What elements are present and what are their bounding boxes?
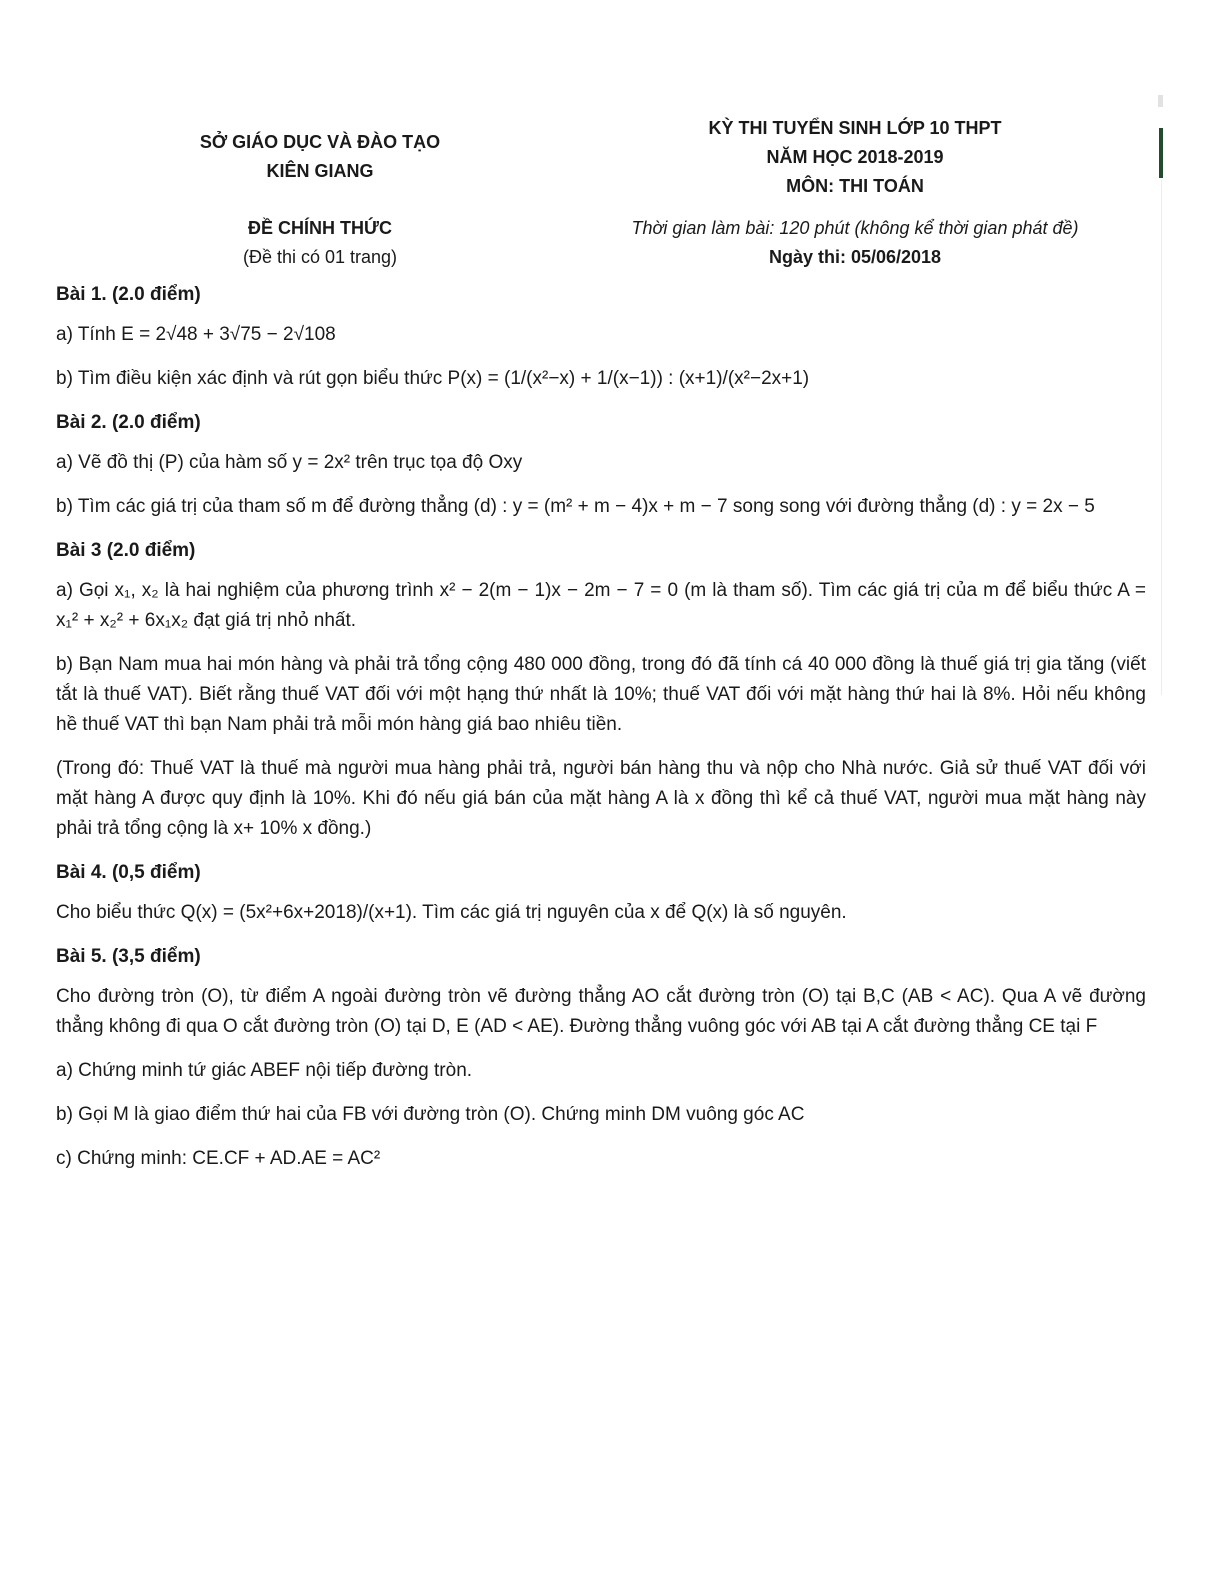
problem-2-title: Bài 2. (2.0 điểm): [56, 412, 201, 433]
scrollbar-track[interactable]: [1161, 180, 1162, 695]
problem-3b: b) Bạn Nam mua hai món hàng và phải trả tổng cộng 480 000 đồng, trong đó đã tính cá 40 000 đồng là thuế giá trị gia tăng (viết tắt là thuế VAT). Biết rằng thuế VAT đối với một hạng thứ nhất là 10%; thuế VAT đối với mặt hàng thứ hai là 8%. Hỏi nếu không hề thuế VAT thì bạn Nam phải trả mỗi món hàng giá bao nhiêu tiền.: [56, 654, 1146, 735]
time-limit: Thời gian làm bài: 120 phút (không kể thời gian phát đề): [631, 218, 1079, 238]
department-name: SỞ GIÁO DỤC VÀ ĐÀO TẠO: [199, 132, 441, 152]
problem-5a: a) Chứng minh tứ giác ABEF nội tiếp đường tròn.: [56, 1060, 473, 1081]
school-year: NĂM HỌC 2018-2019: [766, 147, 944, 167]
problem-1a: a) Tính E = 2√48 + 3√75 − 2√108: [56, 324, 336, 345]
scroll-marker: [1158, 95, 1163, 107]
problem-2b: b) Tìm các giá trị của tham số m để đường thẳng (d) : y = (m² + m − 4)x + m − 7 song song với đường thẳng (d) : y = 2x − 5: [56, 496, 1095, 517]
problem-1-title: Bài 1. (2.0 điểm): [56, 284, 201, 305]
exam-content: [56, 280, 1146, 1188]
problem-3-note: (Trong đó: Thuế VAT là thuế mà người mua hàng phải trả, người bán hàng thu và nộp cho Nhà nước. Giả sử thuế VAT đối với mặt hàng A được quy định là 10%. Khi đó nếu giá bán của mặt hàng A là x đồng thì kể cả thuế VAT, người mua mặt hàng này phải trả tổng cộng là x+ 10% x đồng.): [56, 758, 1146, 839]
problem-1b: b) Tìm điều kiện xác định và rút gọn biểu thức P(x) = (1/(x²−x) + 1/(x−1)) : (x+1)/(x²−2x+1): [56, 368, 810, 389]
problem-5b: b) Gọi M là giao điểm thứ hai của FB với đường tròn (O). Chứng minh DM vuông góc AC: [56, 1104, 805, 1125]
page-count: (Đề thi có 01 trang): [242, 247, 398, 267]
problem-5c: c) Chứng minh: CE.CF + AD.AE = AC²: [56, 1148, 381, 1169]
header-left-status: [160, 214, 480, 272]
problem-3a: a) Gọi x₁, x₂ là hai nghiệm của phương trình x² − 2(m − 1)x − 2m − 7 = 0 (m là tham số). Tìm các giá trị của m để biểu thức A = x₁² + x₂² + 6x₁x₂ đạt giá trị nhỏ nhất.: [56, 580, 1146, 631]
province-name: KIÊN GIANG: [266, 161, 374, 181]
scrollbar-thumb[interactable]: [1159, 128, 1163, 178]
problem-4-title: Bài 4. (0,5 điểm): [56, 862, 201, 883]
exam-date: Ngày thi: 05/06/2018: [768, 247, 942, 267]
header-right-time: [600, 214, 1110, 272]
header-left: [160, 128, 480, 186]
problem-4-text: Cho biểu thức Q(x) = (5x²+6x+2018)/(x+1). Tìm các giá trị nguyên của x để Q(x) là số nguyên.: [56, 902, 847, 923]
problem-5-title: Bài 5. (3,5 điểm): [56, 946, 201, 967]
problem-2a: a) Vẽ đồ thị (P) của hàm số y = 2x² trên trục tọa độ Oxy: [56, 452, 523, 473]
exam-name: KỲ THI TUYỂN SINH LỚP 10 THPT: [708, 118, 1002, 138]
problem-5-intro: Cho đường tròn (O), từ điểm A ngoài đường tròn vẽ đường thẳng AO cắt đường tròn (O) tại B,C (AB < AC). Qua A vẽ đường thẳng không đi qua O cắt đường tròn (O) tại D, E (AD < AE). Đường thẳng vuông góc với AB tại A cắt đường thẳng CE tại F: [56, 986, 1146, 1037]
official-label: ĐỀ CHÍNH THỨC: [248, 218, 392, 238]
problem-3-title: Bài 3 (2.0 điểm): [56, 540, 196, 561]
subject: MÔN: THI TOÁN: [786, 176, 924, 196]
header-right: [600, 114, 1110, 201]
